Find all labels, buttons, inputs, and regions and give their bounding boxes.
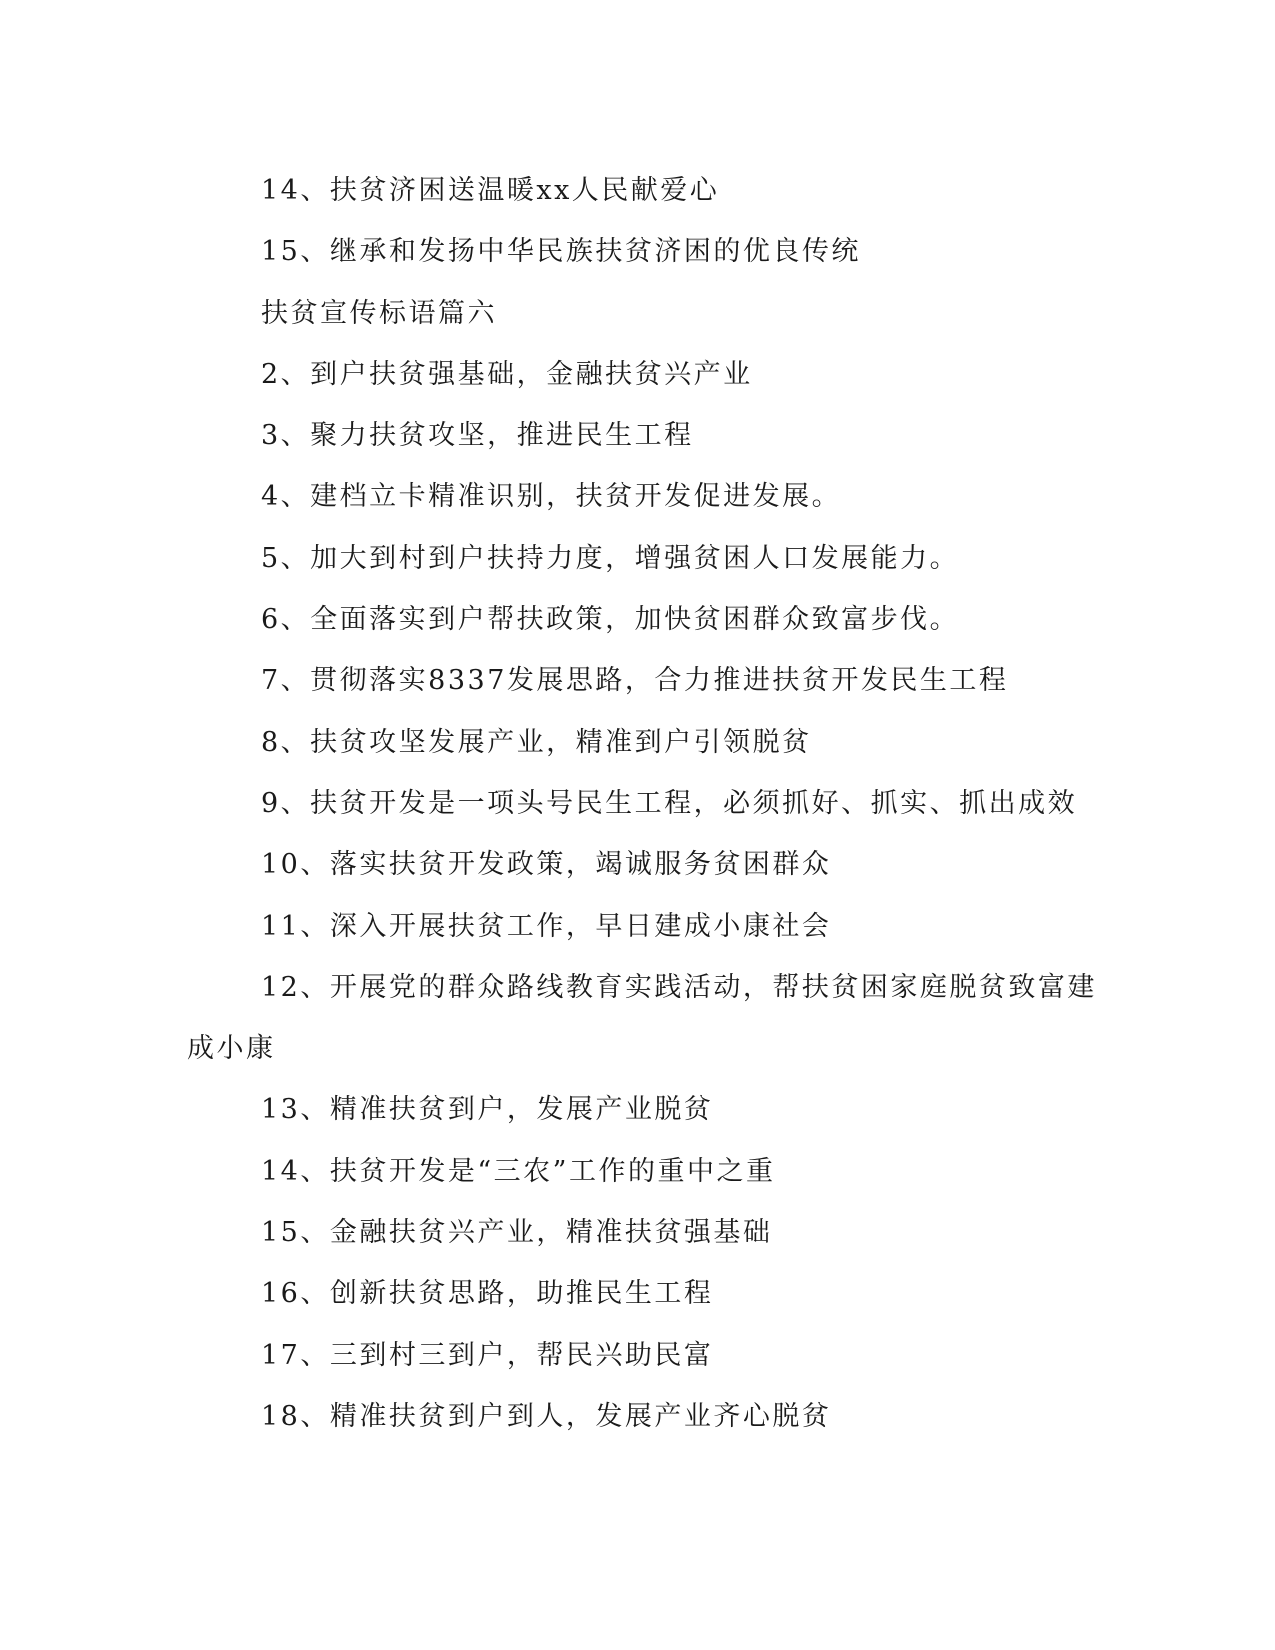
slogan-line: 12、开展党的群众路线教育实践活动，帮扶贫困家庭脱贫致富建 <box>261 971 1097 1003</box>
slogan-line: 13、精准扶贫到户，发展产业脱贫 <box>261 1094 714 1126</box>
slogan-line: 14、扶贫开发是“三农”工作的重中之重 <box>261 1155 776 1187</box>
slogan-line: 8、扶贫攻坚发展产业，精准到户引领脱贫 <box>261 726 812 758</box>
slogan-line: 2、到户扶贫强基础，金融扶贫兴产业 <box>261 358 753 390</box>
slogan-line: 15、继承和发扬中华民族扶贫济困的优良传统 <box>261 236 861 268</box>
section-heading: 扶贫宣传标语篇六 <box>261 297 497 329</box>
slogan-line: 11、深入开展扶贫工作，早日建成小康社会 <box>261 910 832 942</box>
slogan-line-continuation: 成小康 <box>187 1033 276 1065</box>
slogan-line: 6、全面落实到户帮扶政策，加快贫困群众致富步伐。 <box>261 604 960 636</box>
slogan-line: 14、扶贫济困送温暖xx人民献爱心 <box>261 175 720 206</box>
slogan-line: 9、扶贫开发是一项头号民生工程，必须抓好、抓实、抓出成效 <box>261 787 1078 819</box>
slogan-line: 17、三到村三到户，帮民兴助民富 <box>261 1339 714 1371</box>
slogan-line: 10、落实扶贫开发政策，竭诚服务贫困群众 <box>261 849 832 881</box>
slogan-line: 16、创新扶贫思路，助推民生工程 <box>261 1278 714 1310</box>
slogan-line: 15、金融扶贫兴产业，精准扶贫强基础 <box>261 1217 773 1249</box>
slogan-line: 5、加大到村到户扶持力度，增强贫困人口发展能力。 <box>261 542 960 574</box>
slogan-line: 3、聚力扶贫攻坚，推进民生工程 <box>261 420 694 452</box>
slogan-line: 18、精准扶贫到户到人，发展产业齐心脱贫 <box>261 1400 832 1432</box>
slogan-line: 7、贯彻落实8337发展思路，合力推进扶贫开发民生工程 <box>261 665 1009 697</box>
document-body <box>187 160 1097 1447</box>
slogan-line: 4、建档立卡精准识别，扶贫开发促进发展。 <box>261 481 842 513</box>
